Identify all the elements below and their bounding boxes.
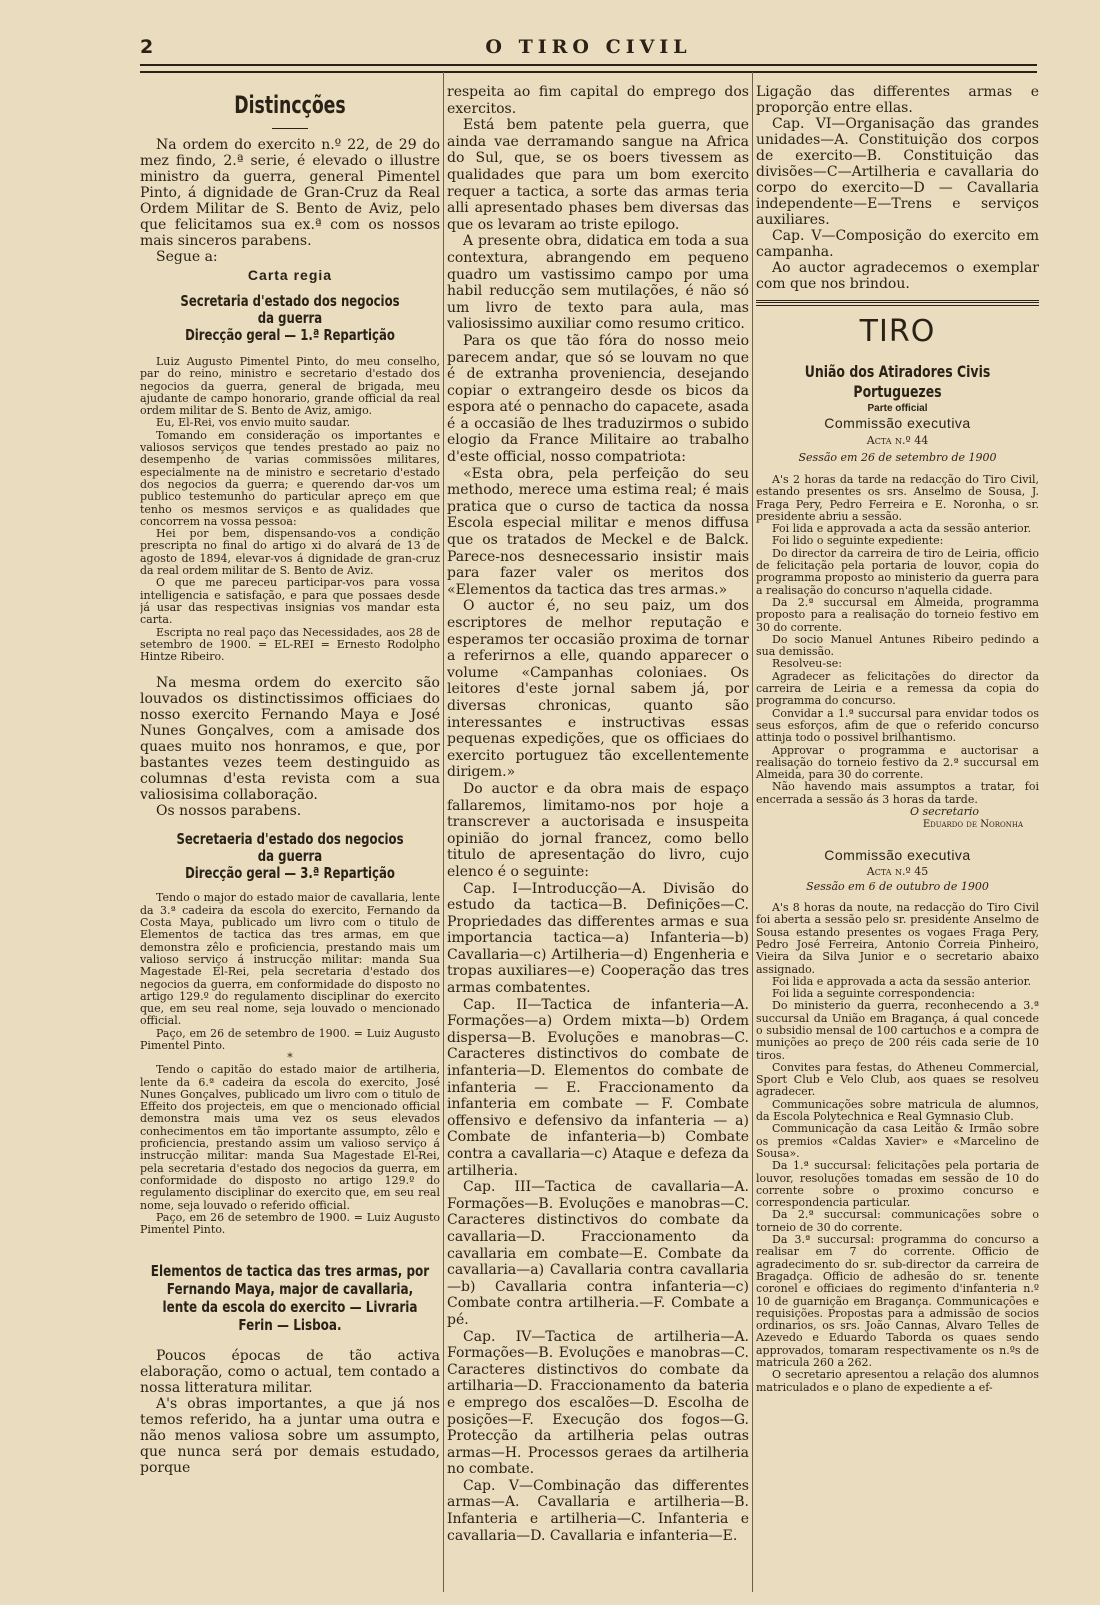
paragraph: Convidar a 1.ª succursal para envidar todos os seus esforços, afim de que o referido concurso attinja todo o possivel brilhantismo. [756,706,1039,745]
paragraph: Está bem patente pela guerra, que ainda vae derramando sangue na Africa do Sul, que, se os boers tivessem as qualidades que para um bom exercito requer a tactica, a sorte das armas teria alli apresentado phases bem diversas das que os levaram ao triste epilogo. [447,117,749,233]
paragraph: Cap. V—Composição do exercito em campanha. [756,228,1039,260]
paragraph: Da 1.ª succursal: felicitações pela portaria de louvor, resoluções tomadas em sessão de 10 do corrente sobre o proximo concurso e correspondencia particular. [756,1159,1039,1210]
page-header [140,36,1037,64]
header-rule [140,64,1037,73]
paragraph: Cap. VI—Organisação das grandes unidades—A. Constituição dos corpos de exercito—B. Constituição das divisões—C—Artilheria e cavallaria do corpo do exercito—D — Cavallaria independente—E—Trens e serviços auxiliares. [756,116,1039,228]
acta-number: Acta n.º 44 [866,434,929,447]
paragraph: Do socio Manuel Antunes Ribeiro pedindo a sua demissão. [756,632,1039,659]
subheading: Direcção geral — 1.ª Repartição [185,326,395,344]
column-divider [443,72,444,1592]
paragraph: Tomando em consideração os importantes e valiosos serviços que tendes prestado ao paiz no desempenho de varias commissões militares, especialmente na de ministro e secretario d'estado dos negocios da guerra; e querendo dar-vos um publico testemunho do particular apreço em que tenho os mesmos serviços e as qualidades que concorrem na vossa pessoa: [140,428,440,528]
paragraph: A's obras importantes, a que já nos temos referido, ha a juntar uma outra e não menos valiosa sobre um assumpto, que nunca será por demais estudado, porque [140,1396,440,1477]
session-date: Sessão em 26 de setembro de 1900 [798,451,997,464]
paragraph: Poucos épocas de tão activa elaboração, como o actual, tem contado a nossa litteratura militar. [140,1348,440,1397]
paragraph: Paço, em 26 de setembro de 1900. = Luiz Augusto Pimentel Pinto. [140,1026,440,1052]
separator-star: * [287,1051,293,1065]
paragraph: Eu, El-Rei, vos envio muito saudar. [156,416,351,430]
paragraph: Luiz Augusto Pimentel Pinto, do meu conselho, par do reino, ministro e secretario d'estado dos negocios da guerra, general de brigada, meu ajudante de campo honorario, grande official da real ordem militar de S. Bento de Aviz, amigo. [140,355,440,418]
paragraph: Hei por bem, dispensando-vos a condição prescripta no final do artigo xi do alvará de 13 de agosto de 1894, elevar-vos á dignidade de gran-cruz da real ordem militar de S. Bento de Aviz. [140,527,440,578]
paragraph: Na ordem do exercito n.º 22, de 29 do mez findo, 2.ª serie, é elevado o illustre ministro da guerra, general Pimentel Pinto, á dignidade de Gran-Cruz da Real Ordem Militar de S. Bento de Aviz, pelo que felicitamos sua ex.ª com os nossos mais sinceros parabens. [140,137,440,249]
paragraph: Approvar o programma e auctorisar a realisação do torneio festivo da 2.ª succursal em Almeida, para 30 do corrente. [756,743,1039,782]
paragraph: Não havendo mais assumptos a tratar, foi encerrada a sessão ás 3 horas da tarde. [756,780,1039,806]
paragraph: respeita ao fim capital do emprego dos exercitos. [447,84,749,117]
paragraph: Da 2.ª succursal em Almeida, programma proposto para a realisação do torneio festivo em 30 do corrente. [756,595,1039,634]
book-review-title: Elementos de tactica das tres armas, por Fernando Maya, major de cavallaria, lente da escola do exercito — Livraria Ferin — Lisboa. [150,1262,430,1335]
paragraph: Ligação das differentes armas e proporção entre ellas. [756,84,1039,116]
paragraph: Foi lido o seguinte expediente: [772,534,944,548]
committee-heading: Commissão executiva [824,415,971,431]
paragraph: Da 3.ª succursal: programma do concurso a realisar em 7 do corrente. Officio de agradecimento do sr. sub-director da carreira de Bragadça. Officio de adhesão do sr. tenente coronel e officiaes do regimento d'infanteria n.º 10 de guarnição em Bragança. Communicações e requisições. Propostas para a admissão de socios ordinarios, os srs. João Cannas, Alvaro Telles de Azevedo e Eduardo Taborda os quaes sendo approvados, tomaram respectivamente os n.ºs de matricula 260 a 262. [756,1233,1039,1369]
organization-title: União dos Atiradores Civis Portuguezes [804,362,991,401]
signature-name: Eduardo de Noronha [922,819,1023,831]
paragraph: Na mesma ordem do exercito são louvados os distinctissimos officiaes do nosso exercito Fernando Maya e José Nunes Gonçalves, com a amisade dos quaes muito nos honramos, e que, por bastantes vezes teem destinguido as columnas d'esta revista com a sua valiosisima collaboração. [140,675,440,804]
column-3 [756,84,1039,1594]
paragraph: Communicação da casa Leitão & Irmão sobre os premios «Caldas Xavier» e «Marcelino de Sousa». [756,1122,1039,1160]
paragraph: Da 2.ª succursal: communicações sobre o torneio de 30 do corrente. [756,1208,1039,1234]
subheading: Secretaeria d'estado dos negocios da guerra [176,830,404,866]
paragraph: O auctor é, no seu paiz, um dos escriptores de melhor reputação e esperamos ter occasião proxima de tornar a referirnos a elle, quando apparecer o volume «Campanhas coloniaes. Os leitores d'este jornal sabem já, por diversas chronicas, quanto são interessantes e instructivas essas pequenas expedições, que os officiaes do exercito portuguez tão excellentemente dirigem.» [447,598,749,781]
paragraph: A presente obra, didatica em toda a sua contextura, abrangendo em pequeno quadro um vastissimo campo por uma habil reducção sem mutilações, é não só um livro de texto para aula, mas valiosissimo auxiliar como resumo critico. [447,233,749,333]
subheading: Direcção geral — 3.ª Repartição [185,864,395,883]
chapter-list-item: Cap. V—Combinação das differentes armas—A. Cavallaria e artilheria—B. Infanteria e artilheria—C. Infanteria e cavallaria—D. Cavallaria e infanteria—E. [447,1477,749,1544]
paragraph: Tendo o major do estado maior de cavallaria, lente da 3.ª cadeira da escola do exercito, Fernando da Costa Maya, publicado um livro com o titulo de Elementos de tactica das tres armas, em que demonstra zêlo e proficiencia, prestando mais um valioso serviço á instrucção militar: manda Sua Magestade El-Rei, pela secretaria d'estado dos negocios da guerra, em conformidade do disposto no artigo 129.º do regulamento disciplinar do exercito que, em seu real nome, seja louvado o mencionado official. [140,891,440,1028]
paragraph: A's 2 horas da tarde na redacção do Tiro Civil, estando presentes os srs. Anselmo de Sousa, J. Fraga Pery, Pedro Ferreira e E. Noronha, o sr. presidente abriu a sessão. [756,473,1039,523]
paragraph: Do ministerio da guerra, reconhecendo a 3.ª succursal da União em Bragança, á qual concede o subsidio mensal de 100 cartuchos e a compra de munições ao preço de 200 réis cada serie de 10 tiros. [756,999,1039,1062]
paragraph: O que me pareceu participar-vos para vossa intelligencia e satisfação, e para que possaes desde já usar das respectivas insignias vos mandar esta carta. [140,576,440,627]
column-2 [447,84,749,1594]
masthead: O TIRO CIVIL [485,36,692,58]
section-title: Distincções [234,91,346,119]
subheading: Carta regia [247,267,333,283]
signature-role: O secretario [910,805,979,819]
paragraph: Do auctor e da obra mais de espaço fallaremos, limitamo-nos por hoje a transcrever a auctorisada e insuspeita opinião do jornal francez, como bello titulo de apresentação do livro, cujo elenco é o seguinte: [447,780,749,880]
paragraph: Foi lida e approvada a acta da sessão anterior. [772,522,1032,536]
paragraph: O secretario apresentou a relação dos alumnos matriculados e o plano de expediente a ef- [756,1368,1039,1394]
paragraph: Communicações sobre matricula de alumnos, da Escola Polytechnica e Real Gymnasio Club. [756,1097,1039,1124]
paragraph: Tendo o capitão do estado maior de artilheria, lente da 6.ª cadeira da escola do exercito, José Nunes Gonçalves, publicado um livro com o titulo de Effeito dos projecteis, em que o mencionado official demonstra mais uma vez os seus elevados conhecimentos em tão importante assumpto, zêlo e proficiencia, prestando assim um valioso serviço á instrucção militar: manda Sua Magestade El-Rei, pela secretaria d'estado dos negocios da guerra, em conformidade do disposto no artigo 129.º do regulamento disciplinar do exercito que, em seu real nome, seja louvado o referido official. [140,1063,440,1212]
chapter-list-item: Cap. III—Tactica de cavallaria—A. Formações—B. Evoluções e manobras—C. Caracteres distinctivos do combate da cavallaria—D. Fraccionamento da cavallaria em combate—E. Combate da cavallaria—a) Cavallaria contra cavallaria—b) Cavallaria contra infanteria—c) Combate contra artilheria.—F. Combate a pé. [447,1179,749,1328]
paragraph: Do director da carreira de tiro de Leiria, officio de felicitação pela portaria de louvor, copia do programma proposto ao ministerio da guerra para a realisação do concurso n'aquella cidade. [756,546,1039,597]
paragraph: Foi lida a seguinte correspondencia: [772,987,975,1001]
section-rule [756,300,1039,306]
paragraph: Foi lida e approvada a acta da sessão anterior. [772,974,1032,988]
paragraph: Paço, em 26 de setembro de 1900. = Luiz Augusto Pimentel Pinto. [140,1210,440,1237]
subheading: Secretaria d'estado dos negocios da guerra [180,292,400,327]
parte-official: Parte official [867,403,928,414]
paragraph: Agradecer as felicitações do director da carreira de Leiria e a remessa da copia do programma do concurso. [756,669,1039,708]
column-divider [752,72,753,1592]
chapter-list-item: Cap. II—Tactica de infanteria—A. Formações—a) Ordem mixta—b) Ordem dispersa—B. Evoluções e manobras—C. Caracteres distinctivos do combate de infanteria—D. Elementos do combate de infanteria — E. Fraccionamento da infanteria em combate — F. Combate offensivo e defensivo da infanteria — a) Combate de infanteria—b) Combate contra a cavallaria—c) Ataque e defeza da artilheria. [447,996,749,1179]
session-date: Sessão em 6 de outubro de 1900 [806,880,989,894]
page-number: 2 [140,36,154,58]
paragraph: Segue a: [156,249,218,265]
committee-heading: Commissão executiva [824,847,971,864]
acta-number: Acta n.º 45 [866,865,929,879]
paragraph: Escripta no real paço das Necessidades, aos 28 de setembro de 1900. = EL-REI = Ernesto Rodolpho Hintze Ribeiro. [140,625,440,664]
chapter-list-item: Cap. I—Introducção—A. Divisão do estudo da tactica—B. Definições—C. Propriedades das differentes armas e sua importancia tactica—a) Infanteria—b) Cavallaria—c) Artilheria—d) Engenheria e tropas auxiliares—e) Cooperação das tres armas combatentes. [447,880,749,997]
quotation: «Esta obra, pela perfeição do seu methodo, merece uma estima real; é mais pratica que o curso de tactica da nossa Escola especial militar e menos diffusa que os tratados de Meckel e de Balck. Parece-nos desnecessario insistir mais para fazer valer os meritos dos «Elementos da tactica das tres armas.» [447,465,749,598]
paragraph: Resolveu-se: [772,657,842,671]
paragraph: A's 8 horas da noute, na redacção do Tiro Civil foi aberta a sessão pelo sr. presidente Anselmo de Sousa estando presentes os vogaes Fraga Pery, Pedro José Ferreira, Antonio Correia Pinheiro, Vieira da Silva Junior e o secretario abaixo assignado. [756,901,1039,976]
column-1 [140,84,440,1584]
paragraph: Convites para festas, do Atheneu Commercial, Sport Club e Velo Club, aos quaes se resolveu agradecer. [756,1060,1039,1099]
paragraph: Ao auctor agradecemos o exemplar com que nos brindou. [756,260,1039,292]
chapter-list-item: Cap. IV—Tactica de artilheria—A. Formações—B. Evoluções e manobras—C. Caracteres distinctivos do combate da artilharia—D. Fraccionamento da bateria e emprego dos escalões—D. Escolha de posições—F. Execução dos fogos—G. Protecção da artilheria pelas outras armas—H. Processos geraes da artilheria no combate. [447,1328,749,1478]
section-title-tiro: TIRO [859,314,936,349]
divider [272,128,308,129]
paragraph: Para os que tão fóra do nosso meio parecem andar, que só se louvam no que é de extranha proveniencia, desejando copiar o extrangeiro desde os bicos da espora até o pennacho do capacete, asada é a occasião de lhes traduzirmos o subido elogio da France Militaire ao trabalho d'este official, nosso compatriota: [447,332,749,466]
paragraph: Os nossos parabens. [156,803,302,820]
